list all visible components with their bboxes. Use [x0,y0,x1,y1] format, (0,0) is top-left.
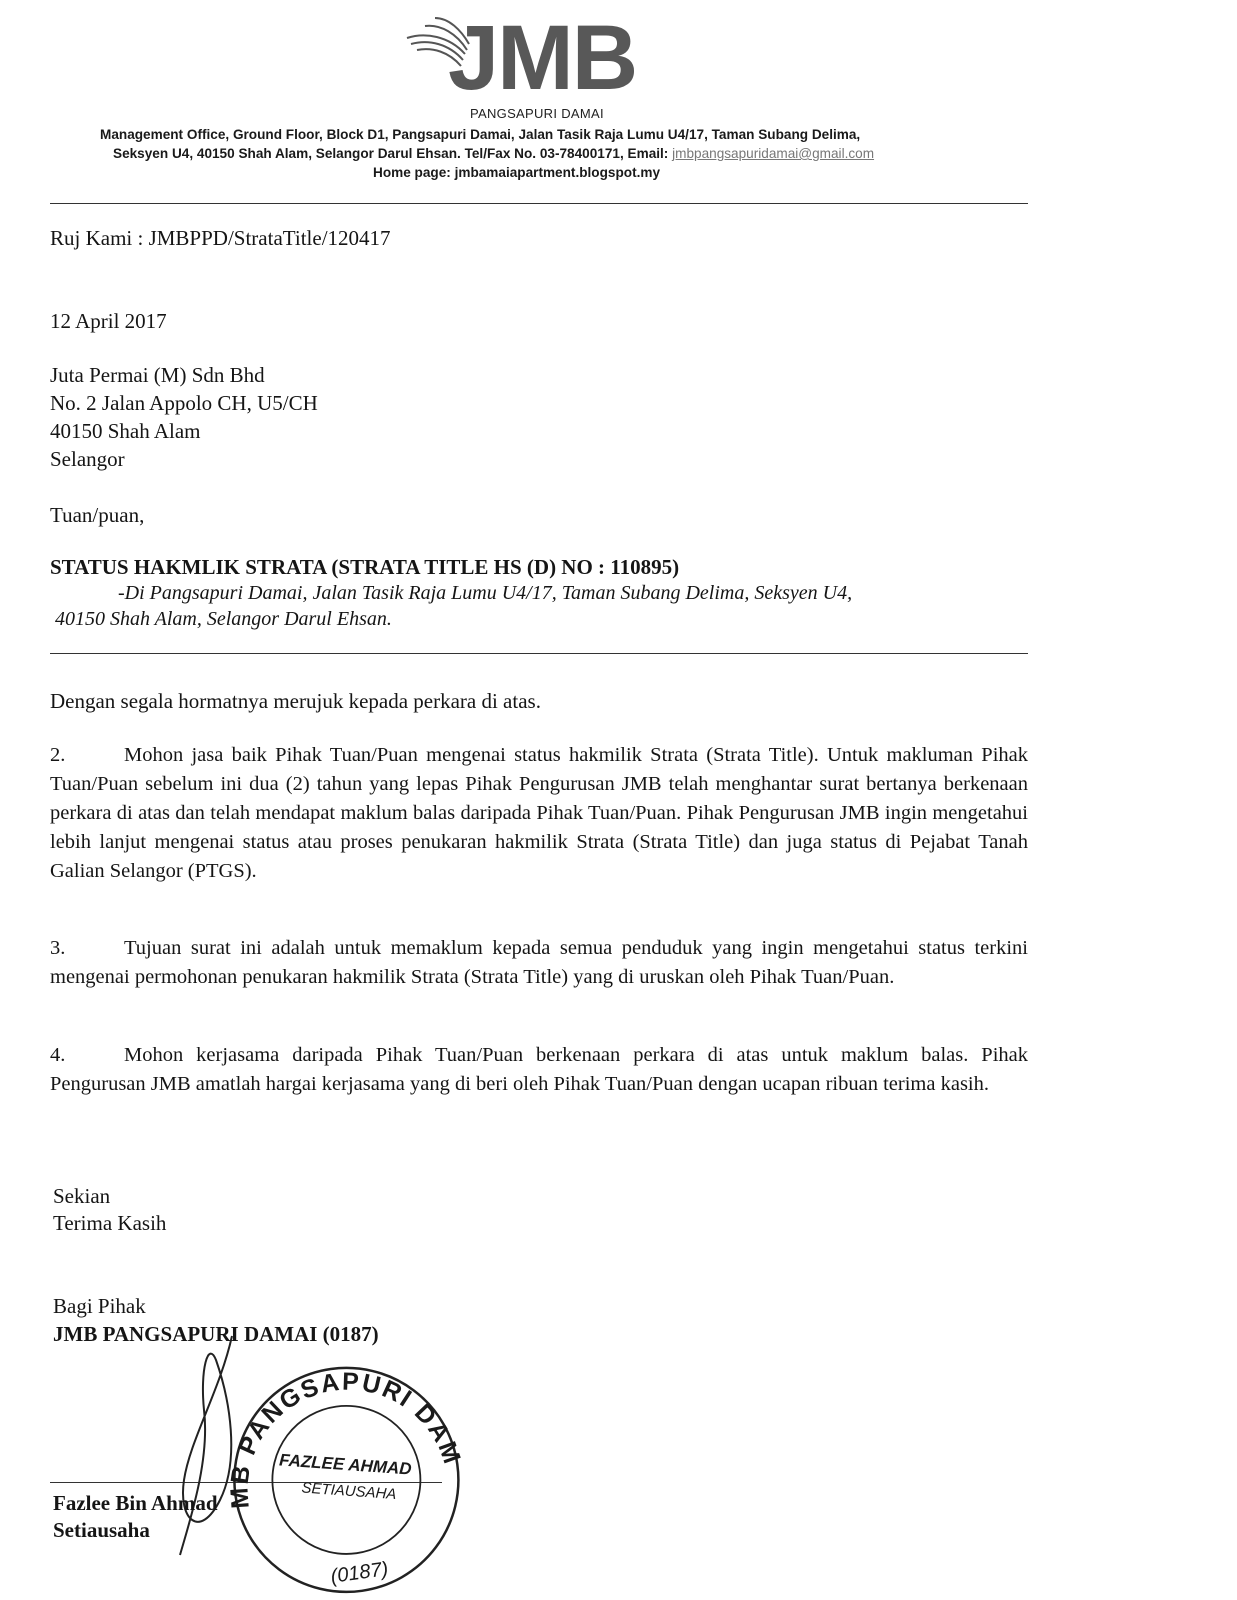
reference-number: Ruj Kami : JMBPPD/StrataTitle/120417 [50,226,391,250]
opening-sentence: Dengan segala hormatnya merujuk kepada perkara di atas. [50,689,541,713]
signer-title: Setiausaha [53,1518,150,1542]
stamp-title: SETIAUSAHA [300,1479,397,1504]
stamp-name: FAZLEE AHMAD [278,1450,413,1479]
recipient-line-3: 40150 Shah Alam [50,419,201,443]
subject-location-line-1: -Di Pangsapuri Damai, Jalan Tasik Raja Lumu U4/17, Taman Subang Delima, Seksyen U4, [118,582,853,604]
letter-date: 12 April 2017 [50,309,167,333]
salutation: Tuan/puan, [50,503,145,527]
header-divider [50,203,1028,204]
on-behalf-label: Bagi Pihak [53,1294,146,1318]
stamp-code: (0187) [329,1558,390,1588]
paragraph-2: 2. Mohon jasa baik Pihak Tuan/Puan mengenai status hakmilik Strata (Strata Title). Untuk makluman Pihak Tuan/Puan sebelum ini dua (2) tahun yang lepas Pihak Pengurusan JMB telah menghantar surat bertanya berkenaan perkara di atas dan telah mendapat maklum balas daripada Pihak Tuan/Puan. Pihak Pengurusan JMB ingin mengetahui lebih lanjut mengenai status atau proses penukaran hakmilik Strata (Strata Title) dan juga status di Pejabat Tanah Galian Selangor (PTGS). [50,744,1028,882]
paragraph-4: 4. Mohon kerjasama daripada Pihak Tuan/Puan berkenaan perkara di atas untuk maklum balas. Pihak Pengurusan JMB amatlah hargai kerjasama yang di beri oleh Pihak Tuan/Puan dengan ucapan ribuan terima kasih. [50,1044,1028,1095]
subject-location-line-2: 40150 Shah Alam, Selangor Darul Ehsan. [55,608,392,630]
recipient-line-2: No. 2 Jalan Appolo CH, U5/CH [50,391,318,415]
address-line-1: Management Office, Ground Floor, Block D1, Pangsapuri Damai, Jalan Tasik Raja Lumu U4/17, Taman Subang Delima, [100,127,861,142]
stamp-arc-text: JMB PANGSAPURI DAMAI [225,1367,467,1510]
paragraph-3: 3. Tujuan surat ini adalah untuk memaklum kepada semua penduduk yang ingin mengetahui status terkini mengenai permohonan penukaran hakmilik Strata (Strata Title) yang di uruskan oleh Pihak Tuan/Puan. [50,937,1028,988]
recipient-line-4: Selangor [50,447,125,471]
org-name: PANGSAPURI DAMAI [470,106,604,121]
official-stamp [205,1340,480,1595]
signer-name: Fazlee Bin Ahmad [53,1491,218,1515]
closing-organization: JMB PANGSAPURI DAMAI (0187) [53,1322,379,1346]
recipient-line-1: Juta Permai (M) Sdn Bhd [50,363,265,387]
subject-title: STATUS HAKMLIK STRATA (STRATA TITLE HS (D) NO : 110895) [50,555,680,579]
logo-wordmark: JMB [448,7,637,109]
subject-divider [50,653,1028,654]
address-line-2: Seksyen U4, 40150 Shah Alam, Selangor Darul Ehsan. Tel/Fax No. 03-78400171, Email: jmbpangsapuridamai@gmail.com [113,146,875,161]
closing-line-2: Terima Kasih [53,1211,167,1235]
email-link[interactable]: jmbpangsapuridamai@gmail.com [672,146,875,161]
closing-line-1: Sekian [53,1184,111,1208]
homepage-line: Home page: jmbamaiapartment.blogspot.my [373,165,661,180]
